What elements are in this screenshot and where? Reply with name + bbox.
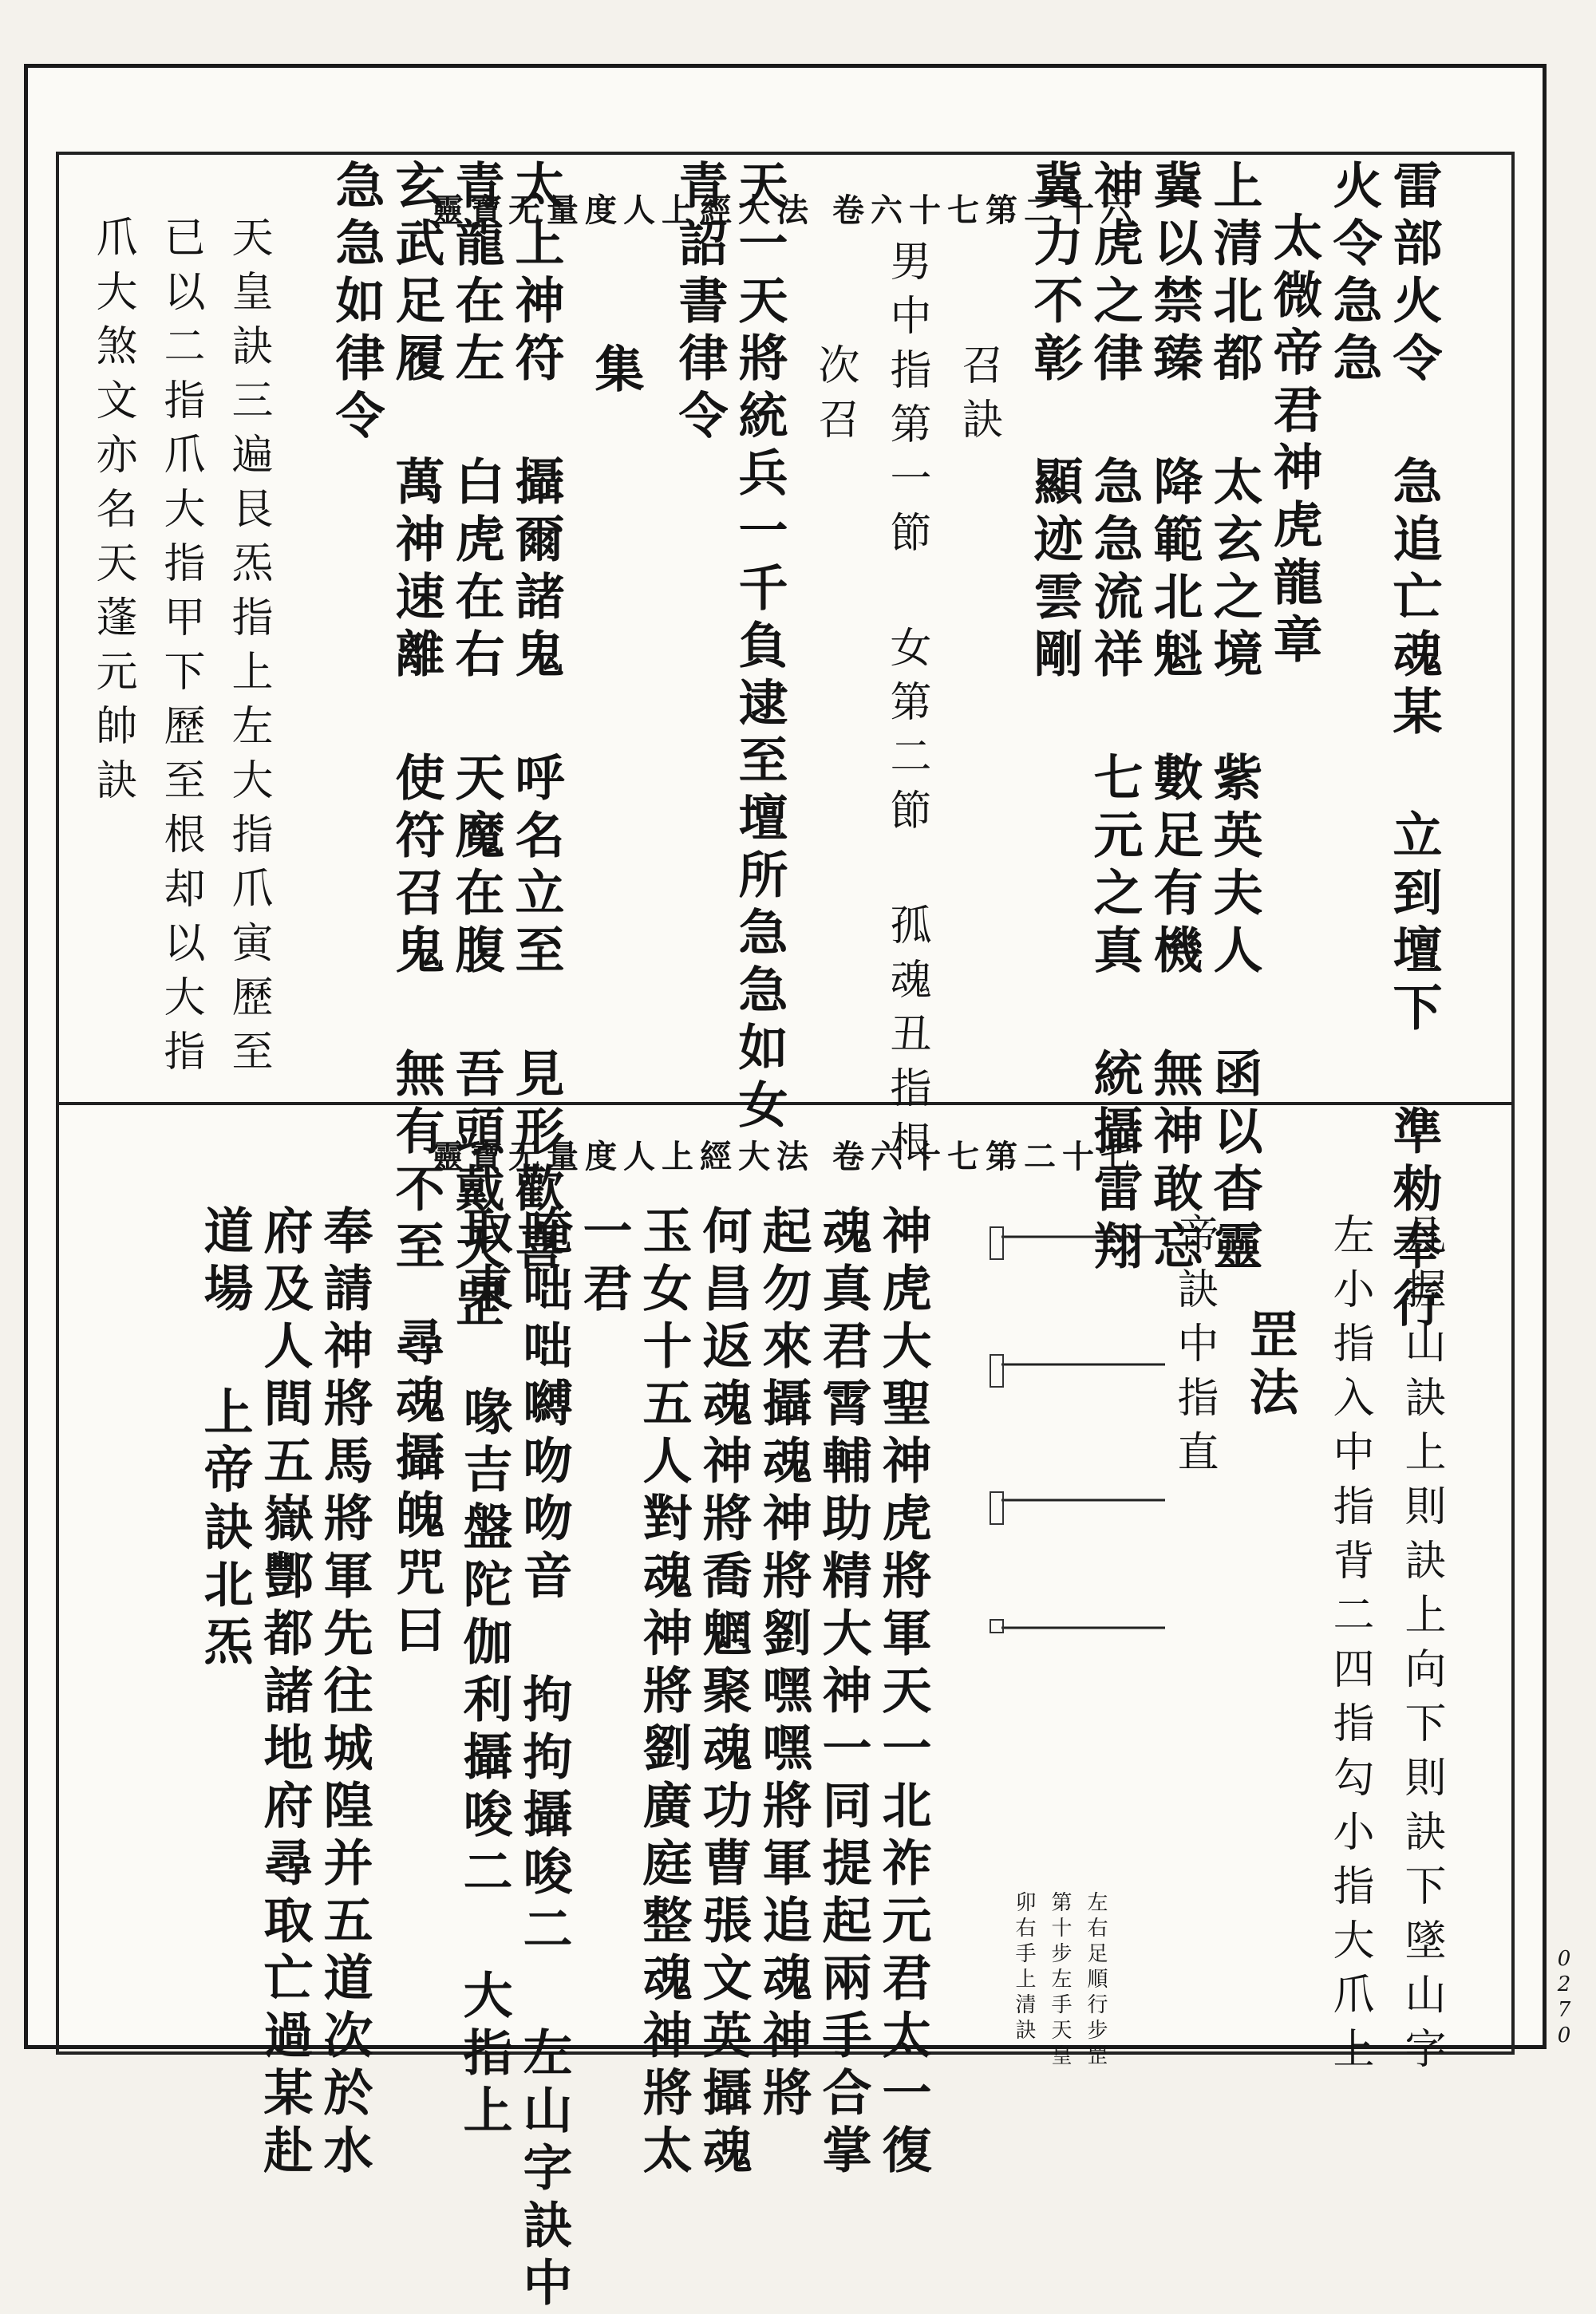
top-text-column: 神虎之律 急急流祥 七元之真 統攝雷翔	[1085, 160, 1144, 1277]
footprint-icon	[990, 1620, 1003, 1633]
bottom-text-column: 魂真君霄輔助精大神一同提起兩手合掌	[814, 1205, 872, 2182]
top-text-column: 男中指第一節 女第二節 孤魂丑指根	[883, 239, 930, 1175]
page-number: 0270	[1552, 1947, 1576, 2049]
bottom-text-column: 府及人間五嶽酆都諸地府尋取亡過某赴	[255, 1205, 314, 2182]
top-text-column: 已以二指爪大指甲下歷至根却以大指	[156, 215, 204, 1084]
top-text-column: 天皇訣三遍艮炁指上左大指爪寅歷至	[224, 215, 272, 1084]
bottom-text-column: 左小指入中指背二四指勾小指大爪上	[1325, 1213, 1373, 2081]
bottom-text-column: 唵咄咄嚩吻吻音 拘拘攝唆二 左山字訣中	[515, 1205, 573, 2314]
bottom-text-column: 起勿來攝魂神將劉嘿嘿將軍追魂神將	[754, 1205, 812, 2124]
bottom-text-column: 一君	[575, 1205, 633, 1320]
bottom-page-header: 靈寶无量度人上經大法 卷六十七第二十七	[432, 1138, 1139, 1175]
top-text-column: 太上神符 攝爾諸鬼 呼名立至 見形歡喜	[507, 160, 565, 1277]
top-text-column: 玄武足履 萬神速離 使符召鬼 無有不至	[387, 160, 445, 1277]
top-text-column: 急急如律令	[327, 160, 385, 447]
bottom-text-column: 左右足順行步罡	[1084, 1891, 1108, 2070]
footprint-icon	[990, 1492, 1003, 1524]
bottom-text-column: 奉請神將馬將軍先往城隍并五道次於水	[315, 1205, 373, 2182]
top-text-column: 火令急急	[1325, 160, 1383, 389]
footprint-icon	[990, 1227, 1003, 1259]
top-text-column: 冀以禁臻 降範北魁 數足有機 無神敢忘	[1145, 160, 1203, 1277]
top-page-header: 靈寶无量度人上經大法 卷六十七第二十六	[432, 192, 1139, 229]
top-text-column: 集	[587, 343, 645, 401]
bottom-text-column: 尋魂攝魄咒曰	[387, 1317, 445, 1661]
top-text-column: 上清北都 太玄之境 紫英夫人 函以杳靈	[1205, 160, 1263, 1277]
bottom-text-column: 第十步左手天皇	[1048, 1891, 1072, 2070]
top-text-column: 雷部火令 急追亡魂某 立到壇下 準勑奉行	[1385, 160, 1443, 1335]
bottom-text-column: 神虎大聖神虎將軍天一北祚元君太一復	[874, 1205, 932, 2182]
bottom-text-column: 罡法	[1241, 1309, 1299, 1424]
top-text-column: 召訣	[954, 343, 1002, 452]
footprint-icon	[990, 1355, 1003, 1387]
bottom-text-column: 帝訣中指直	[1170, 1213, 1218, 1484]
bottom-text-column: 卯右手上清訣	[1012, 1891, 1036, 2044]
bottom-text-column: 凡握山訣上則訣上向下則訣下墜山字	[1397, 1213, 1445, 2081]
bottom-text-column: 取東 喙吉盤陀伽利攝唆二 大指上	[455, 1205, 513, 2142]
top-text-column: 太微帝君神虎龍章	[1265, 211, 1323, 671]
bottom-text-column: 玉女十五人對魂神將劉廣庭整魂神將太	[634, 1205, 693, 2182]
top-text-column: 爪大煞文亦名天蓬元帥訣	[89, 215, 136, 812]
top-text-column: 天一天將統兵一千負逮至壇所急急如女	[730, 160, 788, 1136]
bottom-text-column: 何昌返魂神將喬魍聚魂功曹張文英攝魂	[694, 1205, 753, 2182]
top-text-column: 青詔書律令	[670, 160, 729, 447]
top-text-column: 冀力不彰 顯迹雲剛	[1025, 160, 1084, 685]
top-text-column: 青龍在左 白虎在右 天魔在腹 吾頭戴天罡	[447, 160, 505, 1335]
top-text-column: 次召	[811, 343, 859, 452]
bottom-text-column: 道場 上帝訣北炁	[196, 1205, 254, 1673]
